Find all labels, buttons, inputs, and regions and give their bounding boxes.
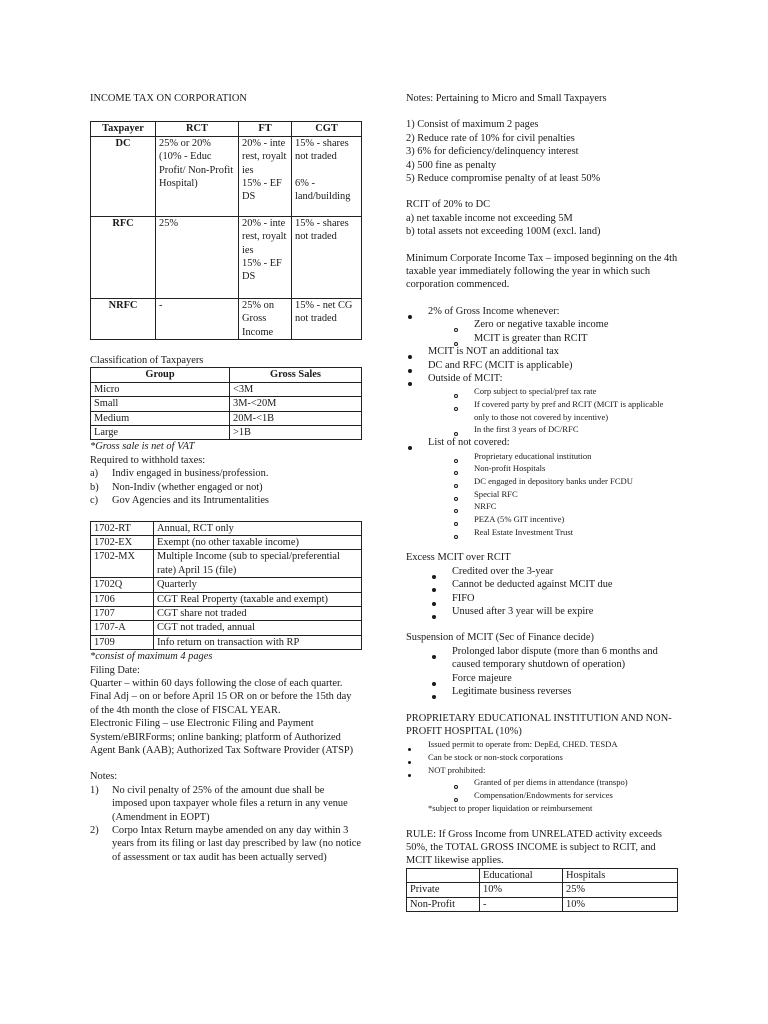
micro-notes-title: Notes: Pertaining to Micro and Small Taxpayers xyxy=(406,93,607,104)
list-item xyxy=(90,824,362,864)
list-item xyxy=(474,488,678,501)
cell-rfc-cgt: 15% - shares not traded xyxy=(292,216,362,298)
list-item xyxy=(428,436,678,449)
list-item: 4) 500 fine as penalty xyxy=(406,159,497,171)
cell-rfc-rct: 25% xyxy=(156,216,239,298)
sub-list xyxy=(428,385,678,436)
sub-list xyxy=(428,318,678,345)
circle-bullet-icon xyxy=(454,509,458,513)
list-text: 2% of Gross Income whenever: xyxy=(428,305,560,317)
header-ft: FT xyxy=(239,122,292,136)
cell-group: Micro xyxy=(91,382,230,396)
classification-title: Classification of Taxpayers xyxy=(90,355,204,367)
list-item xyxy=(474,526,678,539)
cell-nrfc-cgt: 15% - net CG not traded xyxy=(292,298,362,339)
form-desc: Info return on transaction with RP xyxy=(154,635,362,649)
bullet-icon xyxy=(432,655,436,659)
header-hospitals: Hospitals xyxy=(563,868,678,882)
header-rct: RCT xyxy=(156,122,239,136)
form-code: 1702Q xyxy=(91,578,154,592)
list-item xyxy=(474,318,678,331)
list-marker: b) xyxy=(90,481,99,493)
form-code: 1706 xyxy=(91,592,154,606)
cell-dc-cgt: 15% - shares not traded 6% - land/building xyxy=(292,136,362,216)
form-desc: Multiple Income (sub to special/preferential rate) April 15 (file) xyxy=(154,550,362,578)
list-text: List of not covered: xyxy=(428,437,510,449)
list-item xyxy=(428,359,678,372)
list-marker: 1) xyxy=(90,784,99,796)
list-item xyxy=(474,423,678,436)
list-text: No civil penalty of 25% of the amount due shall be imposed upon taxpayer whole files a return in any venue (Amendment in EOPT) xyxy=(112,784,348,823)
table-row xyxy=(91,578,362,592)
bullet-icon xyxy=(408,761,411,764)
rule-table xyxy=(406,868,678,912)
table-row xyxy=(91,411,362,425)
table-row xyxy=(91,426,362,440)
table-row xyxy=(91,298,362,339)
table-row xyxy=(91,136,362,216)
list-text: Corpo Intax Return maybe amended on any day within 3 years from its filing or last day prescribed by law (no notice of assessment or tax audit has been actually served) xyxy=(112,825,362,863)
circle-bullet-icon xyxy=(454,484,458,488)
circle-bullet-icon xyxy=(454,459,458,463)
list-item xyxy=(452,645,678,672)
list-item xyxy=(428,764,678,777)
table-row xyxy=(91,550,362,578)
circle-bullet-icon xyxy=(454,522,458,526)
withhold-title: Required to withhold taxes: xyxy=(90,454,206,466)
cell-value: 10% xyxy=(563,897,678,911)
class-note: *Gross sale is net of VAT xyxy=(90,441,195,453)
rcit-title: RCIT of 20% to DC xyxy=(406,199,491,211)
list-text: Legitimate business reverses xyxy=(452,686,572,698)
bullet-icon xyxy=(432,588,436,592)
list-marker: 2) xyxy=(90,825,99,837)
table-row xyxy=(91,606,362,620)
form-code: 1702-EX xyxy=(91,535,154,549)
list-item xyxy=(90,481,362,494)
final-adj-text: Final Adj – on or before April 15 OR on or before the 15th day of the 4th month the close of FISCAL YEAR. xyxy=(90,691,352,716)
cell-group: Small xyxy=(91,397,230,411)
proprietary-note: *subject to proper liquidation or reimbursement xyxy=(428,802,593,813)
list-text: Force majeure xyxy=(452,672,512,684)
header-gross-sales: Gross Sales xyxy=(230,368,362,382)
notes-title: Notes: xyxy=(90,771,118,783)
list-item xyxy=(452,672,678,685)
list-text: Compensation/Endowments for services xyxy=(474,790,613,801)
list-item xyxy=(428,305,678,318)
list-item xyxy=(474,450,678,463)
list-item xyxy=(428,345,678,358)
list-item xyxy=(474,462,678,475)
bullet-icon xyxy=(408,446,412,450)
mcit-list xyxy=(406,305,678,539)
cell-nrfc: NRFC xyxy=(91,298,156,339)
bullet-icon xyxy=(432,682,436,686)
bullet-icon xyxy=(408,355,412,359)
list-text: Credited over the 3-year xyxy=(452,565,554,577)
mcit-intro: Minimum Corporate Income Tax – imposed beginning on the 4th taxable year immediately following the year in which such corporation commenced. xyxy=(406,252,678,291)
electronic-filing-text: Electronic Filing – use Electronic Filing and Payment System/eBIRForms; online banking; platform of Authorized Agent Bank (AAB); Authorized Tax Software Provider (ATSP) xyxy=(90,718,354,756)
cell-dc-rct: 25% or 20% (10% - Educ Profit/ Non-Profit Hospital) xyxy=(156,136,239,216)
list-text: Unused after 3 year will be expire xyxy=(452,606,594,618)
list-marker: c) xyxy=(90,495,99,507)
cell-nrfc-ft: 25% on Gross Income xyxy=(239,298,292,339)
form-desc: Annual, RCT only xyxy=(154,521,362,535)
notes-list xyxy=(90,784,362,864)
table-row xyxy=(91,592,362,606)
table-row xyxy=(91,216,362,298)
list-text: Issued permit to operate from: DepEd, CHED. TESDA xyxy=(428,739,618,750)
proprietary-list xyxy=(406,738,678,814)
tax-table-header xyxy=(91,122,362,136)
bullet-icon xyxy=(408,774,411,777)
forms-note: *consist of maximum 4 pages xyxy=(90,651,213,663)
cell-sales: 20M-<1B xyxy=(230,411,362,425)
list-item xyxy=(474,385,678,398)
list-item: b) total assets not exceeding 100M (excl. land) xyxy=(406,226,601,238)
circle-bullet-icon xyxy=(454,785,458,789)
list-text: Prolonged labor dispute (more than 6 months and caused temporary shutdown of operation) xyxy=(452,645,658,671)
list-text: Cannot be deducted against MCIT due xyxy=(452,579,613,591)
bullet-icon xyxy=(408,382,412,386)
list-text: FIFO xyxy=(452,592,475,604)
table-row xyxy=(407,883,678,897)
sub-list xyxy=(428,776,678,801)
list-item xyxy=(452,578,678,591)
cell-sales: <3M xyxy=(230,382,362,396)
circle-bullet-icon xyxy=(454,471,458,475)
list-item xyxy=(428,372,678,385)
bullet-icon xyxy=(408,315,412,319)
list-item: 3) 6% for deficiency/delinquency interest xyxy=(406,146,579,158)
circle-bullet-icon xyxy=(454,497,458,501)
list-text: PEZA (5% GIT incentive) xyxy=(474,514,565,525)
bullet-icon xyxy=(432,575,436,579)
cell-rfc: RFC xyxy=(91,216,156,298)
list-text: Outside of MCIT: xyxy=(428,372,503,384)
list-item xyxy=(474,776,678,789)
list-text: Special RFC xyxy=(474,488,518,499)
cell-group: Medium xyxy=(91,411,230,425)
list-item: 2) Reduce rate of 10% for civil penalties xyxy=(406,132,575,144)
cell-value: 25% xyxy=(563,883,678,897)
table-row xyxy=(91,635,362,649)
list-item xyxy=(474,475,678,488)
list-item xyxy=(90,784,362,824)
list-text: If covered party by pref and RCIT (MCIT is applicable only to those not covered by incentive) xyxy=(474,399,664,422)
row-label: Private xyxy=(407,883,480,897)
list-text: MCIT is greater than RCIT xyxy=(474,332,588,344)
list-item xyxy=(452,605,678,618)
form-code: 1707-A xyxy=(91,621,154,635)
class-table-header xyxy=(91,368,362,382)
form-code: 1702-RT xyxy=(91,521,154,535)
form-desc: CGT share not traded xyxy=(154,606,362,620)
list-text: Non-profit Hospitals xyxy=(474,463,546,474)
list-text: Corp subject to special/pref tax rate xyxy=(474,386,597,397)
circle-bullet-icon xyxy=(454,394,458,398)
list-text: Non-Indiv (whether engaged or not) xyxy=(112,481,263,493)
circle-bullet-icon xyxy=(454,407,458,411)
list-item xyxy=(474,398,678,423)
cell-rfc-ft: 20% - interest, royalties 15% - EFDS xyxy=(239,216,292,298)
form-desc: Exempt (no other taxable income) xyxy=(154,535,362,549)
header-cgt: CGT xyxy=(292,122,362,136)
table-row xyxy=(407,897,678,911)
forms-table xyxy=(90,521,362,651)
list-item xyxy=(452,592,678,605)
excess-list xyxy=(406,565,678,619)
page-title: INCOME TAX ON CORPORATION xyxy=(90,93,247,104)
cell-sales: >1B xyxy=(230,426,362,440)
list-text: Can be stock or non-stock corporations xyxy=(428,752,563,763)
list-item xyxy=(452,685,678,698)
list-item: a) net taxable income not exceeding 5M xyxy=(406,212,573,224)
suspension-title: Suspension of MCIT (Sec of Finance decide) xyxy=(406,632,594,644)
header-educational: Educational xyxy=(480,868,563,882)
list-item xyxy=(474,789,678,802)
proprietary-title: PROPRIETARY EDUCATIONAL INSTITUTION AND NON-PROFIT HOSPITAL (10%) xyxy=(406,712,672,737)
rule-table-header xyxy=(407,868,678,882)
row-label: Non-Profit xyxy=(407,897,480,911)
list-item xyxy=(474,500,678,513)
suspension-list xyxy=(406,645,678,699)
list-item xyxy=(90,494,362,507)
withhold-list xyxy=(90,467,362,507)
header-empty xyxy=(407,868,480,882)
list-item xyxy=(474,332,678,345)
bullet-icon xyxy=(408,748,411,751)
list-text: Real Estate Investment Trust xyxy=(474,526,574,537)
list-text: NRFC xyxy=(474,501,497,512)
rule-text: RULE: If Gross Income from UNRELATED activity exceeds 50%, the TOTAL GROSS INCOME is subject to RCIT, and MCIT likewise applies. xyxy=(406,828,662,867)
cell-value: 10% xyxy=(480,883,563,897)
table-row xyxy=(91,397,362,411)
list-text: Proprietary educational institution xyxy=(474,450,592,461)
list-item xyxy=(428,751,678,764)
sub-list xyxy=(428,450,678,539)
cell-nrfc-rct: - xyxy=(156,298,239,339)
list-text: DC engaged in depository banks under FCDU xyxy=(474,475,633,486)
cell-dc-ft: 20% - interest, royalties 15% - EFDS xyxy=(239,136,292,216)
list-item xyxy=(90,467,362,480)
cell-sales: 3M-<20M xyxy=(230,397,362,411)
list-item: 5) Reduce compromise penalty of at least 50% xyxy=(406,173,601,185)
form-desc: CGT Real Property (taxable and exempt) xyxy=(154,592,362,606)
list-text: DC and RFC (MCIT is applicable) xyxy=(428,359,573,371)
header-group: Group xyxy=(91,368,230,382)
quarter-text: Quarter – within 60 days following the close of each quarter. xyxy=(90,677,343,689)
table-row xyxy=(91,382,362,396)
list-text: Zero or negative taxable income xyxy=(474,319,609,331)
table-row xyxy=(91,521,362,535)
cell-group: Large xyxy=(91,426,230,440)
header-taxpayer: Taxpayer xyxy=(91,122,156,136)
filing-date-title: Filing Date: xyxy=(90,664,140,676)
table-row xyxy=(91,535,362,549)
excess-mcit-title: Excess MCIT over RCIT xyxy=(406,552,511,564)
classification-table xyxy=(90,367,362,440)
left-column xyxy=(90,92,362,864)
circle-bullet-icon xyxy=(454,328,458,332)
form-code: 1702-MX xyxy=(91,550,154,578)
bullet-icon xyxy=(408,369,412,373)
list-text: Indiv engaged in business/profession. xyxy=(112,468,269,480)
form-code: 1709 xyxy=(91,635,154,649)
list-text: Granted of per diems in attendance (transpo) xyxy=(474,777,628,788)
bullet-icon xyxy=(432,602,436,606)
form-code: 1707 xyxy=(91,606,154,620)
list-item xyxy=(474,513,678,526)
bullet-icon xyxy=(432,615,436,619)
tax-rate-table xyxy=(90,121,362,340)
form-desc: Quarterly xyxy=(154,578,362,592)
cell-dc: DC xyxy=(91,136,156,216)
list-text: In the first 3 years of DC/RFC xyxy=(474,424,579,435)
circle-bullet-icon xyxy=(454,535,458,539)
list-item xyxy=(452,565,678,578)
cell-value: - xyxy=(480,897,563,911)
list-item: 1) Consist of maximum 2 pages xyxy=(406,119,539,131)
list-marker: a) xyxy=(90,468,99,480)
circle-bullet-icon xyxy=(454,798,458,802)
list-item xyxy=(428,738,678,751)
bullet-icon xyxy=(432,695,436,699)
list-text: Gov Agencies and its Intrumentalities xyxy=(112,495,269,507)
form-desc: CGT not traded, annual xyxy=(154,621,362,635)
list-text: NOT prohibited: xyxy=(428,764,486,775)
list-text: MCIT is NOT an additional tax xyxy=(428,346,559,358)
table-row xyxy=(91,621,362,635)
right-column xyxy=(406,92,678,912)
